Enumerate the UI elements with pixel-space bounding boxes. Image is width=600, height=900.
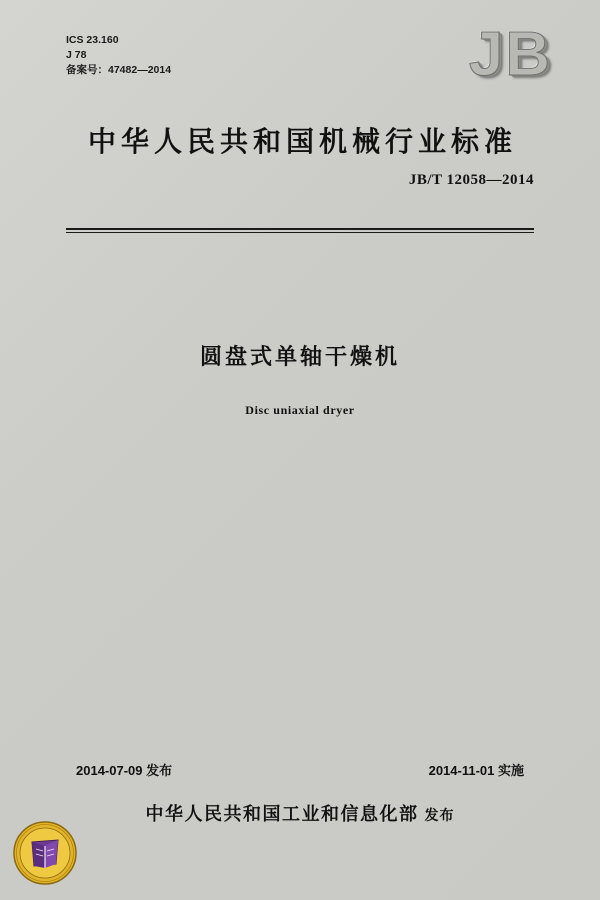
issuing-authority-suffix: 发布 xyxy=(424,807,455,823)
standard-series-title: 中华人民共和国机械行业标准 xyxy=(87,126,517,157)
divider-rule-thin xyxy=(66,232,534,233)
jb-logo: JB xyxy=(468,20,552,89)
effective-date: 2014-11-01 实施 xyxy=(428,763,524,778)
organization-emblem-icon xyxy=(12,820,78,886)
ics-classification-block xyxy=(66,33,171,78)
document-title-english: Disc uniaxial dryer xyxy=(245,403,355,417)
standard-number: JB/T 12058—2014 xyxy=(408,172,534,188)
document-title-chinese: 圆盘式单轴干燥机 xyxy=(199,344,400,369)
issue-date: 2014-07-09 发布 xyxy=(76,763,173,778)
ccs-number: J 78 xyxy=(66,49,87,61)
ics-number: ICS 23.160 xyxy=(66,34,119,46)
divider-rule-thick xyxy=(66,228,534,230)
issuing-authority-name: 中华人民共和国工业和信息化部 xyxy=(145,804,419,824)
issuing-authority xyxy=(0,800,600,826)
record-number: 备案号：47482—2014 xyxy=(66,64,172,76)
